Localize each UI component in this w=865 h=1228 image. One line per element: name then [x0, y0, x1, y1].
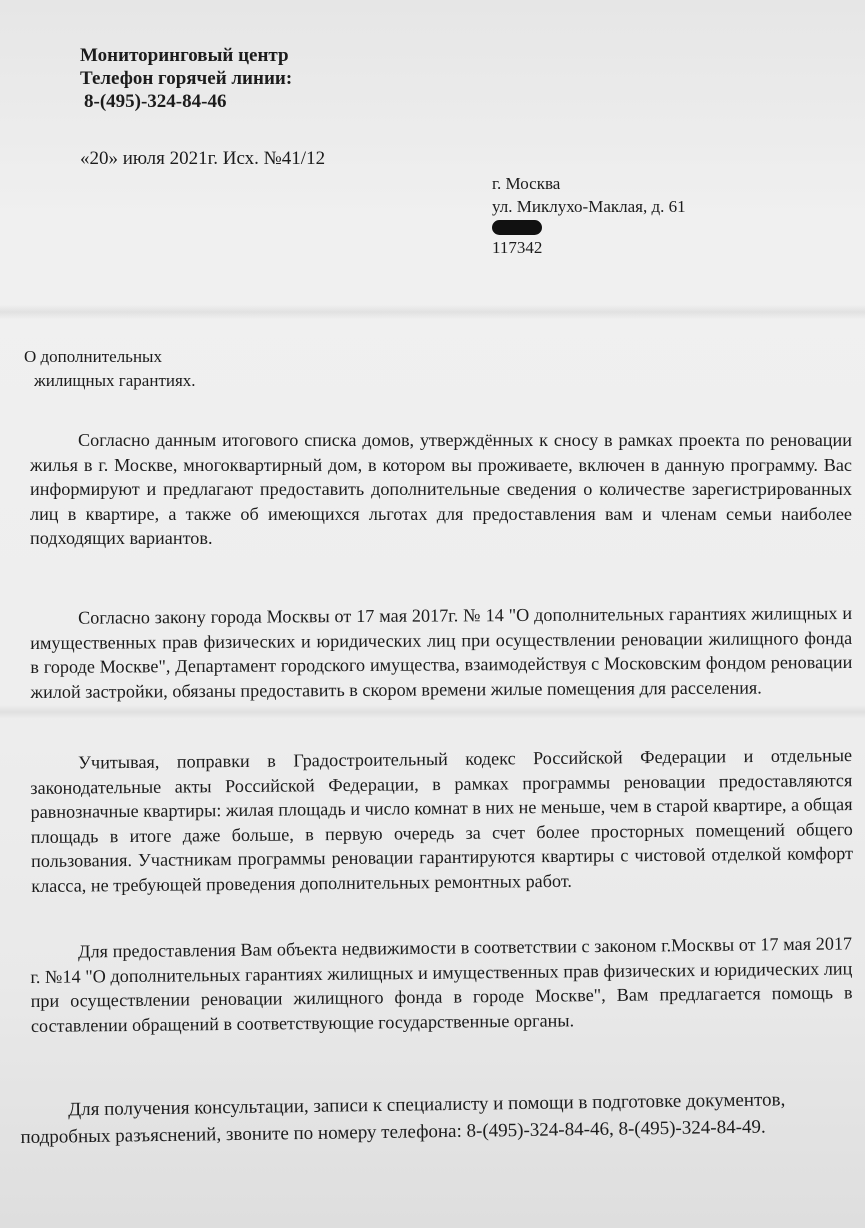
paper-fold — [0, 705, 865, 719]
recipient-city: г. Москва — [492, 174, 561, 193]
hotline-phone: 8-(495)-324-84-46 — [84, 91, 227, 112]
subject-line-1: О дополнительных — [24, 347, 162, 366]
outgoing-reference: «20» июля 2021г. Исх. №41/12 — [80, 148, 326, 169]
redaction-mark — [492, 220, 542, 235]
subject-line-2: жилищных гарантиях. — [34, 371, 196, 390]
hotline-label: Телефон горячей линии: — [80, 68, 293, 89]
recipient-postcode: 117342 — [492, 238, 543, 257]
body-paragraph: Согласно закону города Москвы от 17 мая 2017г. № 14 "О дополнительных гарантиях жилищных и имущественных прав физических и юридических лиц при осуществлении реновации жилищного фонда в городе Москве", Департамент городского имущества, взаимодействуя с Московским фондом реновации жилой застройки, обязаны предоставить в скором времени жилые помещения для расселения. — [30, 603, 853, 702]
body-paragraph: Для предоставления Вам объекта недвижимости в соответствии с законом г.Москвы от 17 мая 2017 г. №14 "О дополнительных гарантиях жилищных и имущественных прав физических и юридических лиц при осуществлении реновации жилищного фонда в городе Москве", Вам предлагается помощь в составлении обращений в соответствующие государственные органы. — [30, 933, 853, 1036]
paper-fold — [0, 305, 865, 319]
letter-header — [80, 44, 292, 113]
letter-subject — [24, 345, 196, 393]
body-paragraph: Согласно данным итогового списка домов, утверждённых к сносу в рамках проекта по реновации жилья в г. Москве, многоквартирный дом, в котором вы проживаете, включен в данную программу. Вас информируют и предлагают предоставить дополнительные сведения о количестве зарегистрированных лиц в квартире, а также об имеющихся льготах для предоставления вам и членам семьи наиболее подходящих вариантов. — [30, 430, 852, 549]
recipient-address — [492, 172, 686, 259]
body-paragraph: Учитывая, поправки в Градостроительный кодекс Российской Федерации и отдельные законодательные акты Российской Федерации, в рамках программы реновации предоставляются равнозначные квартиры: жилая площадь и число комнат в них не меньше, чем в старой квартире, а общая площадь в итоге даже больше, в первую очередь за счет более просторных помещений общего пользования. Участникам программы реновации гарантируются квартиры с чистовой отделкой комфорт класса, не требующей проведения дополнительных ремонтных работ. — [30, 745, 854, 896]
sender-org: Мониторинговый центр — [80, 45, 289, 66]
recipient-street: ул. Миклухо-Маклая, д. 61 — [492, 197, 686, 216]
contact-paragraph: Для получения консультации, записи к специалисту и помощи в подготовке документов, подробных разъяснений, звоните по номеру телефона: 8-(495)-324-84-46, 8-(495)-324-84-49. — [20, 1089, 786, 1148]
